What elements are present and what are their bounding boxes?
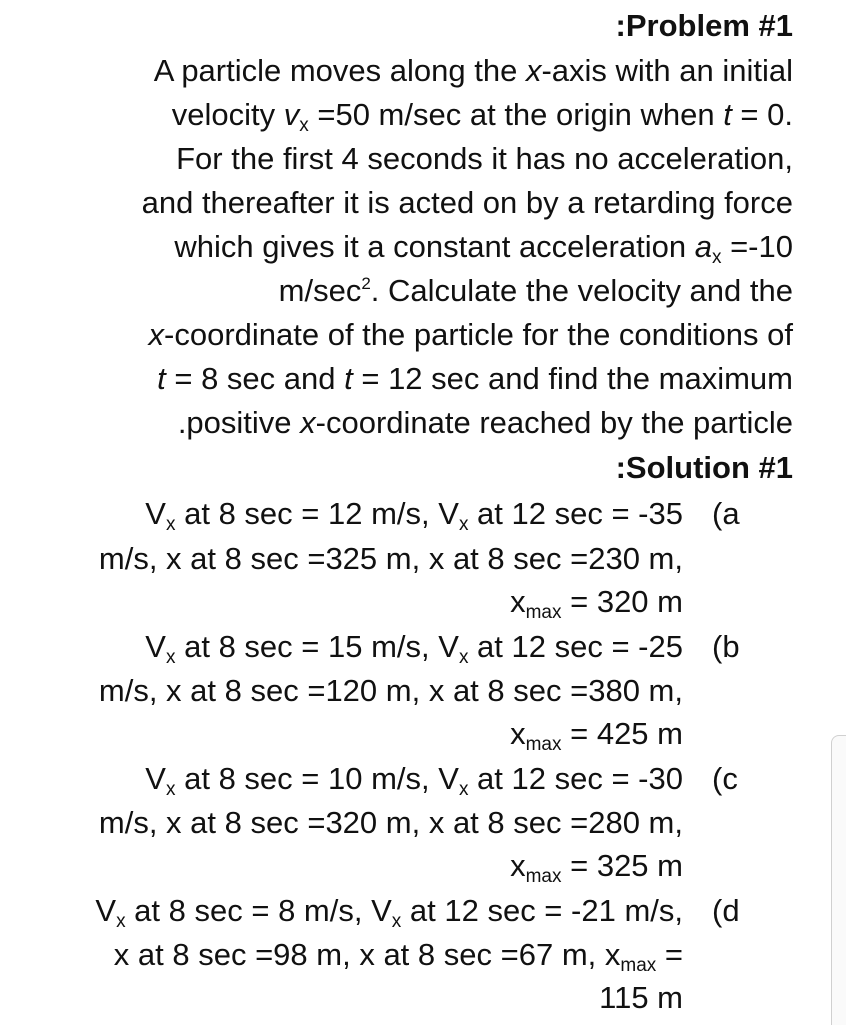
problem-line-3: For the first 4 seconds it has no acceleration, xyxy=(176,141,793,176)
problem-line-7: x-coordinate of the particle for the conditions of xyxy=(148,317,793,352)
scroll-edge-panel[interactable] xyxy=(831,735,846,1025)
option-b-line-2: m/s, x at 8 sec =120 m, x at 8 sec =380 m, xyxy=(98,673,683,708)
option-c-letter: (c xyxy=(712,761,738,796)
problem-line-9: .positive x-coordinate reached by the particle xyxy=(177,405,793,440)
option-a-line-3: $x_{max} = 320$ m xyxy=(510,584,683,623)
solution-heading: :Solution #1 xyxy=(615,450,793,485)
option-d-line-1: $V_x$ at 8 sec = 8 m/s, $V_x$ at 12 sec = -21 m/s, xyxy=(95,893,683,932)
option-c-line-1: $V_x$ at 8 sec = 10 m/s, $V_x$ at 12 sec = -30 xyxy=(145,761,683,800)
option-b-letter: (b xyxy=(712,629,740,664)
problem-line-1: A particle moves along the x-axis with an initial xyxy=(153,53,793,88)
problem-line-2: velocity $v_x =50$ m/sec at the origin when t = 0. xyxy=(171,97,793,136)
option-a-letter: (a xyxy=(712,496,740,531)
problem-heading: :Problem #1 xyxy=(615,8,793,43)
problem-line-5: which gives it a constant acceleration $a_x =-10$ xyxy=(174,229,793,268)
option-d-line-3: 115 m xyxy=(599,980,683,1015)
option-a-line-1: $V_x$ at 8 sec = 12 m/s, $V_x$ at 12 sec = -35 xyxy=(145,496,683,535)
option-d-line-2: x at 8 sec =98 m, x at 8 sec =67 m, $x_{max}$ = xyxy=(113,937,683,976)
option-c-line-2: m/s, x at 8 sec =320 m, x at 8 sec =280 m, xyxy=(98,805,683,840)
problem-line-8: t = 8 sec and t = 12 sec and find the maximum xyxy=(157,361,793,396)
option-b-line-1: $V_x$ at 8 sec = 15 m/s, $V_x$ at 12 sec = -25 xyxy=(145,629,683,668)
option-a-line-2: m/s, x at 8 sec =325 m, x at 8 sec =230 m, xyxy=(98,541,683,576)
problem-line-6: $m/\sec^2$. Calculate the velocity and the xyxy=(278,273,793,308)
option-c-line-3: $x_{max} = 325$ m xyxy=(510,848,683,887)
option-b-line-3: $x_{max} = 425$ m xyxy=(510,716,683,755)
option-d-letter: (d xyxy=(712,893,740,928)
problem-line-4: and thereafter it is acted on by a retarding force xyxy=(141,185,793,220)
